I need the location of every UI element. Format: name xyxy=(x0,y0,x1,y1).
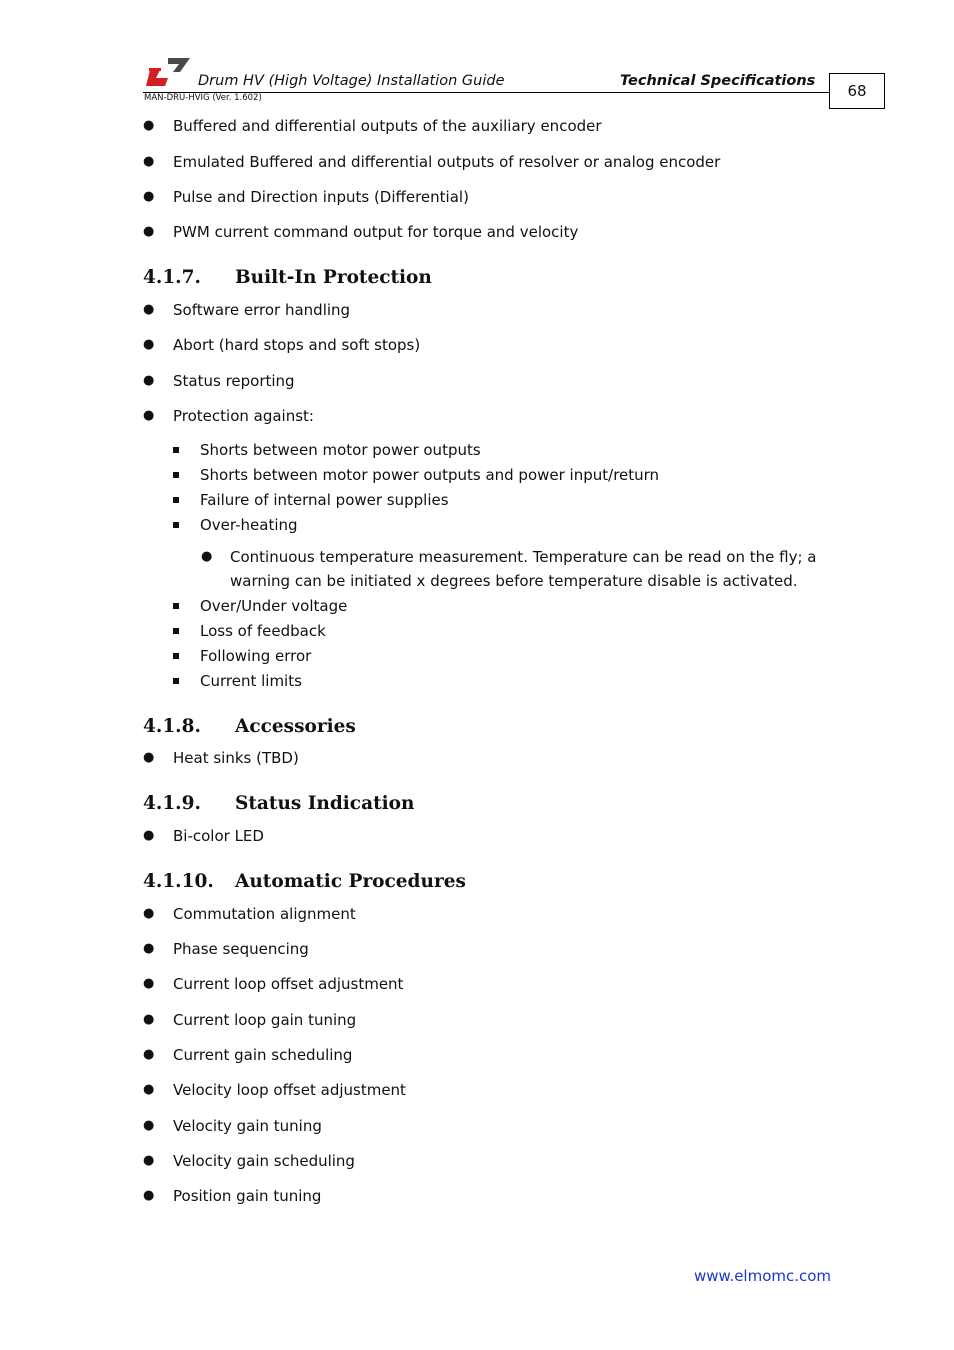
square-bullet-icon xyxy=(173,447,179,453)
square-bullet-icon xyxy=(173,678,179,684)
list-item: Current loop offset adjustment xyxy=(173,975,404,993)
elmo-logo xyxy=(146,58,190,88)
list-item: Pulse and Direction inputs (Differential) xyxy=(173,188,469,206)
bullet-icon: ● xyxy=(143,1118,155,1133)
sub-list-item: Loss of feedback xyxy=(200,622,326,640)
nested-note-line: warning can be initiated x degrees before temperature disable is activated. xyxy=(230,572,798,590)
list-item: Velocity gain scheduling xyxy=(173,1152,355,1170)
section-number: 4.1.8. xyxy=(143,716,201,737)
list-item: Commutation alignment xyxy=(173,905,356,923)
bullet-icon: ● xyxy=(201,549,213,564)
bullet-icon: ● xyxy=(143,1153,155,1168)
sub-list-item: Over-heating xyxy=(200,516,298,534)
bullet-icon: ● xyxy=(143,750,155,765)
bullet-icon: ● xyxy=(143,154,155,169)
list-item: Current gain scheduling xyxy=(173,1046,353,1064)
bullet-icon: ● xyxy=(143,1082,155,1097)
square-bullet-icon xyxy=(173,522,179,528)
chapter-title: Technical Specifications xyxy=(620,73,816,89)
list-item: Position gain tuning xyxy=(173,1187,322,1205)
list-item: Current loop gain tuning xyxy=(173,1011,357,1029)
square-bullet-icon xyxy=(173,497,179,503)
website-link[interactable]: www.elmomc.com xyxy=(694,1267,832,1285)
list-item: Abort (hard stops and soft stops) xyxy=(173,336,421,354)
sub-list-item: Following error xyxy=(200,647,312,665)
list-item: Status reporting xyxy=(173,372,295,390)
list-item: Velocity loop offset adjustment xyxy=(173,1081,406,1099)
sub-list-item: Current limits xyxy=(200,672,302,690)
bullet-icon: ● xyxy=(143,224,155,239)
bullet-icon: ● xyxy=(143,906,155,921)
document-title: Drum HV (High Voltage) Installation Guide xyxy=(198,73,505,89)
sub-list-item: Shorts between motor power outputs and power input/return xyxy=(200,466,660,484)
list-item: Buffered and differential outputs of the auxiliary encoder xyxy=(173,117,602,135)
section-heading: Built-In Protection xyxy=(235,267,432,288)
square-bullet-icon xyxy=(173,653,179,659)
bullet-icon: ● xyxy=(143,337,155,352)
square-bullet-icon xyxy=(173,628,179,634)
list-item: Phase sequencing xyxy=(173,940,309,958)
bullet-icon: ● xyxy=(143,302,155,317)
section-number: 4.1.9. xyxy=(143,793,201,814)
section-heading: Status Indication xyxy=(235,793,415,814)
document-code: MAN-DRU-HVIG (Ver. 1.602) xyxy=(144,93,262,103)
list-item: Heat sinks (TBD) xyxy=(173,749,299,767)
bullet-icon: ● xyxy=(143,373,155,388)
bullet-icon: ● xyxy=(143,1188,155,1203)
section-number: 4.1.7. xyxy=(143,267,201,288)
section-heading: Automatic Procedures xyxy=(235,871,466,892)
bullet-icon: ● xyxy=(143,118,155,133)
list-item: Bi-color LED xyxy=(173,827,264,845)
sub-list-item: Shorts between motor power outputs xyxy=(200,441,481,459)
bullet-icon: ● xyxy=(143,1012,155,1027)
page-number: 68 xyxy=(829,73,885,109)
list-item: PWM current command output for torque and velocity xyxy=(173,223,579,241)
list-item: Software error handling xyxy=(173,301,351,319)
section-number: 4.1.10. xyxy=(143,871,214,892)
sub-list-item: Failure of internal power supplies xyxy=(200,491,449,509)
sub-list-item: Over/Under voltage xyxy=(200,597,348,615)
bullet-icon: ● xyxy=(143,941,155,956)
bullet-icon: ● xyxy=(143,189,155,204)
nested-note-line: Continuous temperature measurement. Temperature can be read on the fly; a xyxy=(230,548,817,566)
square-bullet-icon xyxy=(173,472,179,478)
bullet-icon: ● xyxy=(143,1047,155,1062)
list-item: Velocity gain tuning xyxy=(173,1117,322,1135)
bullet-icon: ● xyxy=(143,976,155,991)
square-bullet-icon xyxy=(173,603,179,609)
section-heading: Accessories xyxy=(235,716,356,737)
bullet-icon: ● xyxy=(143,408,155,423)
list-item: Protection against: xyxy=(173,407,314,425)
list-item: Emulated Buffered and differential outputs of resolver or analog encoder xyxy=(173,153,721,171)
bullet-icon: ● xyxy=(143,828,155,843)
